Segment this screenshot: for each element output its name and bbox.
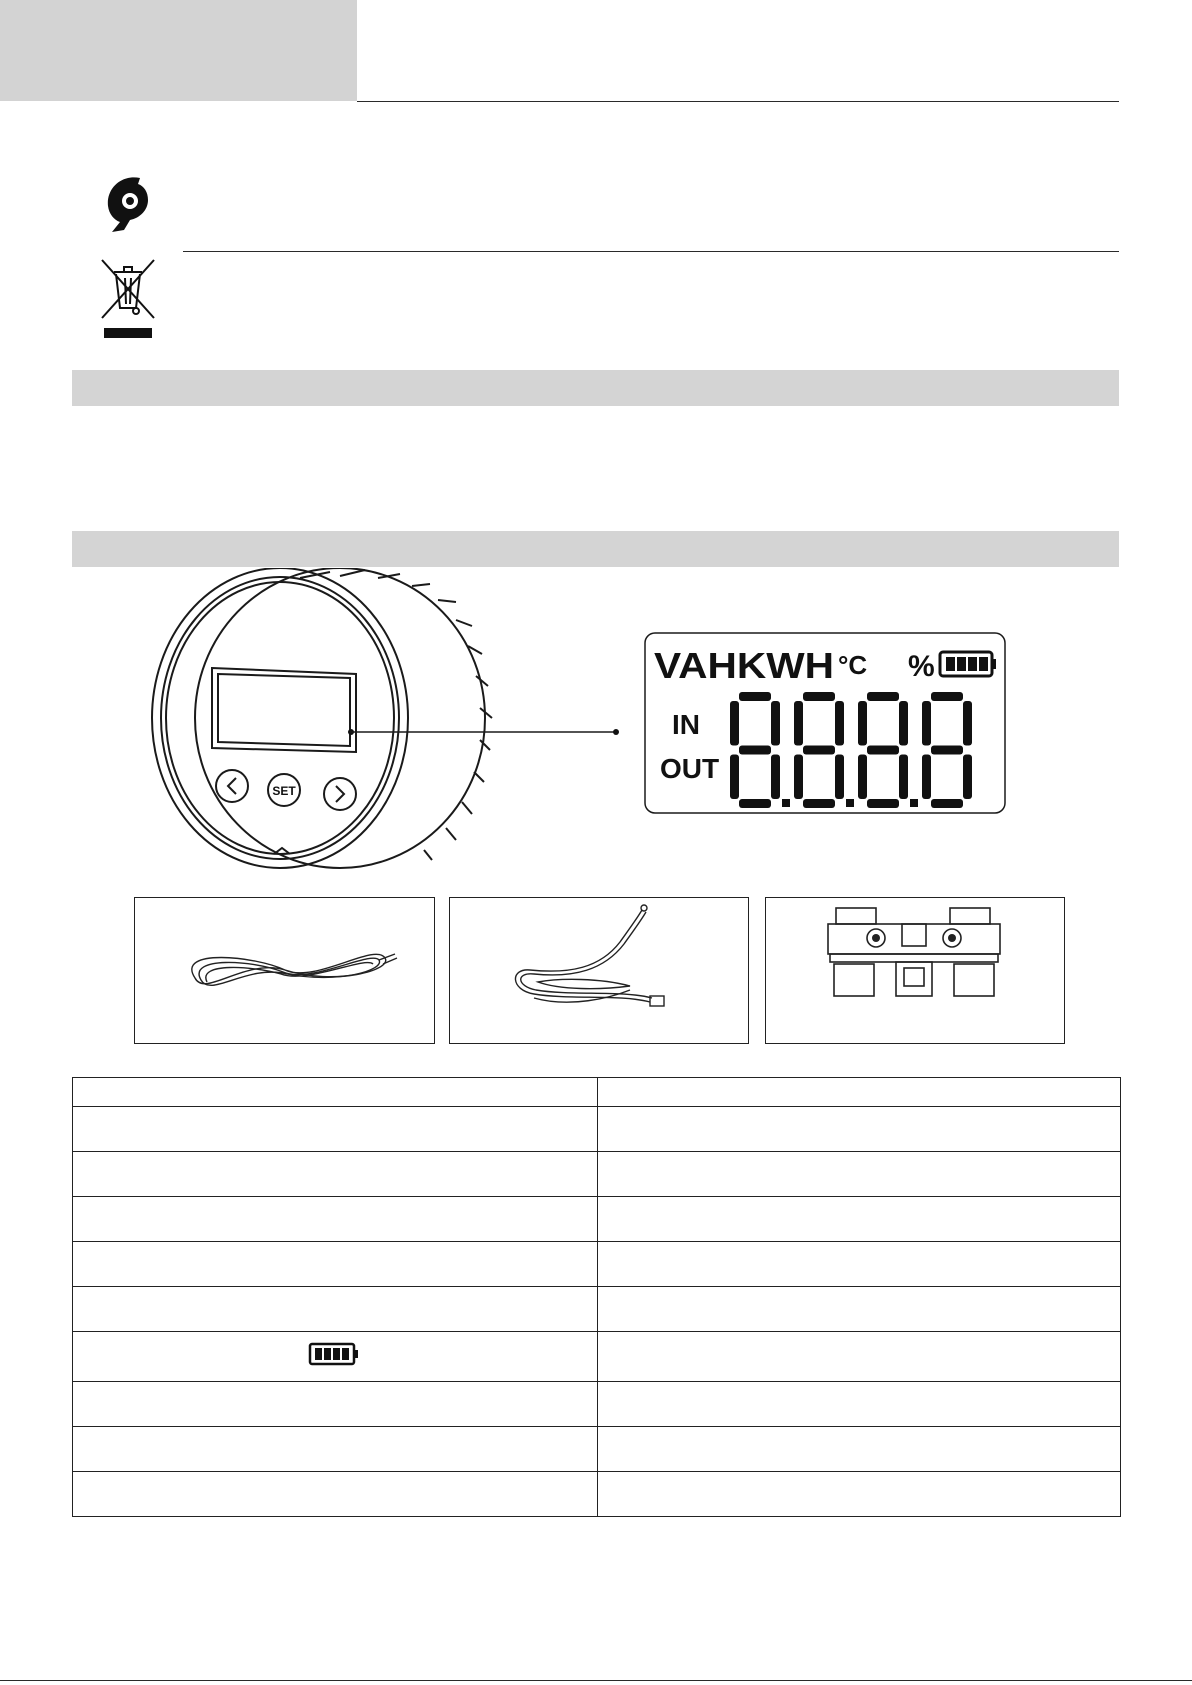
- table-cell-value: [598, 1382, 1121, 1427]
- table-cell-parameter: [73, 1472, 598, 1517]
- battery-level-icon: [73, 1332, 597, 1376]
- lcd-digit-segment: [771, 701, 780, 746]
- table-row: [73, 1287, 1121, 1332]
- table-cell-parameter: [73, 1197, 598, 1242]
- table-cell-parameter: [73, 1078, 598, 1107]
- table-cell-value: [598, 1107, 1121, 1152]
- table-cell-value: [598, 1197, 1121, 1242]
- lcd-digit-segment: [899, 701, 908, 746]
- lcd-digit-segment: [794, 701, 803, 746]
- lcd-digit-segment: [922, 755, 931, 800]
- table-cell-value: [598, 1152, 1121, 1197]
- lcd-digit-segment: [931, 692, 963, 701]
- table-row: [73, 1382, 1121, 1427]
- lcd-digit-segment: [867, 746, 899, 755]
- lcd-digit-segment: [803, 799, 835, 808]
- lcd-decimal-point: [846, 799, 854, 807]
- lcd-digit-segment: [922, 701, 931, 746]
- lcd-digit-segment: [803, 692, 835, 701]
- table-cell-parameter: [73, 1382, 598, 1427]
- table-row: [73, 1427, 1121, 1472]
- lcd-digit-segment: [835, 701, 844, 746]
- table-cell-parameter: [73, 1332, 598, 1382]
- table-cell-parameter: [73, 1287, 598, 1332]
- table-row: [73, 1332, 1121, 1382]
- table-cell-parameter: [73, 1152, 598, 1197]
- table-row: [73, 1242, 1121, 1287]
- lcd-digit-segment: [963, 701, 972, 746]
- lcd-digit-segment: [963, 755, 972, 800]
- lcd-digit-segment: [730, 755, 739, 800]
- footer-rule: [0, 1680, 1192, 1681]
- table-cell-value: [598, 1332, 1121, 1382]
- lcd-digit-segment: [858, 755, 867, 800]
- table-cell-value: [598, 1472, 1121, 1517]
- section-rule: [183, 251, 1119, 252]
- shunt-icon: [766, 898, 1064, 1043]
- lcd-digit-segment: [771, 755, 780, 800]
- certification-mark-icon: [100, 172, 156, 234]
- lcd-out-label: OUT: [660, 753, 720, 784]
- rj-cable-icon: [450, 898, 748, 1043]
- battery-monitor-meter: [150, 568, 500, 878]
- lcd-percent: %: [908, 650, 935, 683]
- accessory-communication-cable: [449, 897, 749, 1044]
- header-rule: [357, 101, 1119, 102]
- table-row: [73, 1107, 1121, 1152]
- weee-bin-icon: [100, 258, 156, 342]
- lcd-digit-segment: [739, 746, 771, 755]
- table-row: [73, 1472, 1121, 1517]
- table-row: [73, 1152, 1121, 1197]
- lcd-digit-segment: [803, 746, 835, 755]
- lcd-digit-segment: [867, 692, 899, 701]
- header-gray-tab: [0, 0, 357, 101]
- lcd-digit-segment: [931, 799, 963, 808]
- lcd-display-detail: [644, 632, 1006, 814]
- lcd-units-label: VAHKWH: [654, 645, 834, 686]
- leader-line: [350, 728, 620, 736]
- table-cell-parameter: [73, 1107, 598, 1152]
- table-cell-value: [598, 1078, 1121, 1107]
- lcd-digit-segment: [867, 799, 899, 808]
- table-row: [73, 1197, 1121, 1242]
- accessory-shunt: [765, 897, 1065, 1044]
- table-cell-value: [598, 1287, 1121, 1332]
- lcd-decimal-point: [782, 799, 790, 807]
- table-cell-parameter: [73, 1427, 598, 1472]
- table-cell-value: [598, 1242, 1121, 1287]
- lcd-digit-segment: [739, 799, 771, 808]
- section-heading-bar: [72, 531, 1119, 567]
- lcd-temp-unit: °C: [838, 650, 868, 680]
- cable-coil-icon: [135, 898, 434, 1043]
- table-cell-value: [598, 1427, 1121, 1472]
- lcd-digit-segment: [739, 692, 771, 701]
- table-row: [73, 1078, 1121, 1107]
- lcd-digit-segment: [835, 755, 844, 800]
- set-button-label: SET: [272, 784, 296, 798]
- lcd-decimal-point: [910, 799, 918, 807]
- accessory-temperature-cable: [134, 897, 435, 1044]
- specification-table: [72, 1077, 1121, 1517]
- lcd-digit-segment: [899, 755, 908, 800]
- table-cell-parameter: [73, 1242, 598, 1287]
- section-heading-bar: [72, 370, 1119, 406]
- lcd-in-label: IN: [672, 709, 700, 740]
- lcd-digit-segment: [730, 701, 739, 746]
- lcd-digit-segment: [858, 701, 867, 746]
- lcd-digit-segment: [794, 755, 803, 800]
- lcd-digit-segment: [931, 746, 963, 755]
